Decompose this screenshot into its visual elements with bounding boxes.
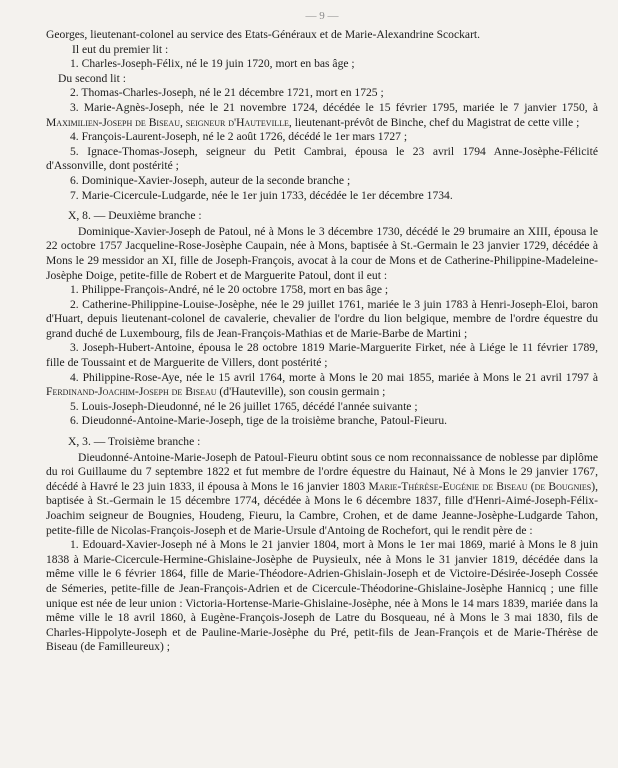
list-item: 2. Catherine-Philippine-Louise-Josèphe, née le 29 juillet 1761, mariée le 3 juin 1783 à Henri-Joseph-Eloi, baron d'Huart, depuis lieutenant-colonel de cavalerie, chevalier de l'ordre du lion belgique, membre de l'ordre équestre du grand duché de Luxembourg, fils de Jean-François-Mathias et de Marie-Barbe de Martini ; [46,297,598,340]
second-branch-heading: X, 8. — Deuxième branche : [68,209,202,223]
list-item: 1. Philippe-François-André, né le 20 octobre 1758, mort en bas âge ; [70,283,389,297]
list-item: 6. Dieudonné-Antoine-Marie-Joseph, tige de la troisième branche, Patoul-Fieuru. [70,414,448,428]
second-bed-list [46,86,598,203]
paragraph-text: Dieudonné-Antoine-Marie-Joseph de Patoul-Fieuru obtint sous ce nom reconnaissance de noblesse par diplôme du roi Guillaume du 7 septembre 1822 et fut membre de l'ordre équestre du Hainaut, Né à Mons le 29 janvier 1767, décédé à Havré le 23 juin 1833, il épousa à Mons le 16 janvier 1803 [46,450,598,493]
list-item [46,101,598,130]
item-text: 4. Philippine-Rose-Aye, née le 15 avril 1764, morte à Mons le 20 mai 1855, mariée à Mons le 21 avril 1797 à [70,370,598,384]
person-name: Maximilien-Joseph de Biseau, seigneur d'Hauteville [46,115,289,129]
list-item: 2. Thomas-Charles-Joseph, né le 21 décembre 1721, mort en 1725 ; [70,86,384,100]
intro-first-bed: Il eut du premier lit : [72,42,169,56]
third-branch-heading: X, 3. — Troisième branche : [68,435,201,449]
list-item: 4. François-Laurent-Joseph, né le 2 août 1726, décédé le 1er mars 1727 ; [70,130,408,144]
third-branch-paragraph [46,451,598,539]
intro-line: Georges, lieutenant-colonel au service des Etats-Généraux et de Marie-Alexandrine Scockart. [46,28,481,41]
list-item: 5. Louis-Joseph-Dieudonné, né le 26 juillet 1765, décédé l'année suivante ; [70,399,418,413]
item-text: 3. Marie-Agnès-Joseph, née le 21 novembre 1724, décédée le 15 février 1795, mariée le 7 janvier 1750, à [70,100,598,114]
second-bed-label: Du second lit : [58,71,126,85]
list-item: 7. Marie-Cicercule-Ludgarde, née le 1er juin 1733, décédée le 1er décembre 1734. [70,188,453,202]
list-item: 6. Dominique-Xavier-Joseph, auteur de la seconde branche ; [70,173,351,187]
item-text: , lieutenant-prévôt de Binche, chef du Magistrat de cette ville ; [288,115,580,129]
page-number: — 9 — [305,10,339,22]
list-item: 5. Ignace-Thomas-Joseph, seigneur du Petit Cambrai, épousa le 23 avril 1794 Anne-Josèphe-Félicité d'Assonville, dont postérité ; [46,144,598,173]
first-bed-list [46,57,598,72]
person-name: Ferdinand-Joachim-Joseph de Biseau [46,385,217,399]
list-item: 3. Joseph-Hubert-Antoine, épousa le 28 octobre 1819 Marie-Marguerite Firket, née à Liége le 11 février 1789, fille de Toussaint et de Marguerite de Villers, dont postérité ; [46,341,598,370]
person-name: Marie-Thérèse-Eugénie de Biseau (de Bougnies) [368,479,596,493]
second-branch-paragraph: Dominique-Xavier-Joseph de Patoul, né à Mons le 3 décembre 1730, décédé le 29 brumaire an XIII, épousa le 22 octobre 1757 Jacqueline-Rose-Josèphe Caupain, née à Mons, baptisée à St.-Germain le 23 janvier 1729, décédée à Mons le 29 messidor an XI, fille de Joseph-François, avocat à la cour de Mons et de Catherine-Philippine-Madeleine-Josèphe Doige, petite-fille de Robert et de Marguerite Patoul, dont il eut : [46,224,598,282]
paragraph-text: , baptisée à St.-Germain le 15 décembre 1774, décédée à Mons le 6 décembre 1837, fille d'Henri-Aimé-Joseph-Félix-Joachim seigneur de Bougnies, Houdeng, Fieuru, la Cambre, Crohen, et de dame Jeanne-Josèphe-Ludgarde Tahon, petite-fille de Nicolas-François-Joseph et de Marie-Ursule d'Antoing de Rochefort, qui le rendit père de : [46,479,598,537]
list-item [46,371,598,400]
second-branch-children [46,283,598,429]
list-item: 1. Charles-Joseph-Félix, né le 19 juin 1720, mort en bas âge ; [70,57,355,71]
item-text: (d'Hauteville), son cousin germain ; [216,385,386,399]
third-branch-children [46,538,598,655]
list-item: 1. Edouard-Xavier-Joseph né à Mons le 21 janvier 1804, mort à Mons le 1er mai 1869, marié à Mons le 8 juin 1838 à Marie-Cicercule-Hermine-Ghislaine-Josèphe de Puysieulx, née à Mons le 31 janvier 1819, décédée dans la même ville le 6 février 1864, fille de Marie-Théodore-Adrien-Ghislain-Joseph et de Victoire-Désirée-Joseph Cossée de Sémeries, petite-fille de Jean-François-Adrien et de Cicercule-Théodorine-Ghislaine-Josèphe Hannicq ; une fille unique est née de leur union : Victoria-Hortense-Marie-Ghislaine-Josèphe, née à Mons le 14 mars 1839, mariée dans la même ville le 18 avril 1860, à Eugène-François-Joseph de Latre du Bosqueau, né à Mons le 3 mai 1830, fils de Charles-Hippolyte-Joseph et de Pauline-Marie-Josèphe du Pré, petit-fils de Jean-François et de Marie-Thérèse de Biseau (de Familleureux) ; [46,538,598,654]
